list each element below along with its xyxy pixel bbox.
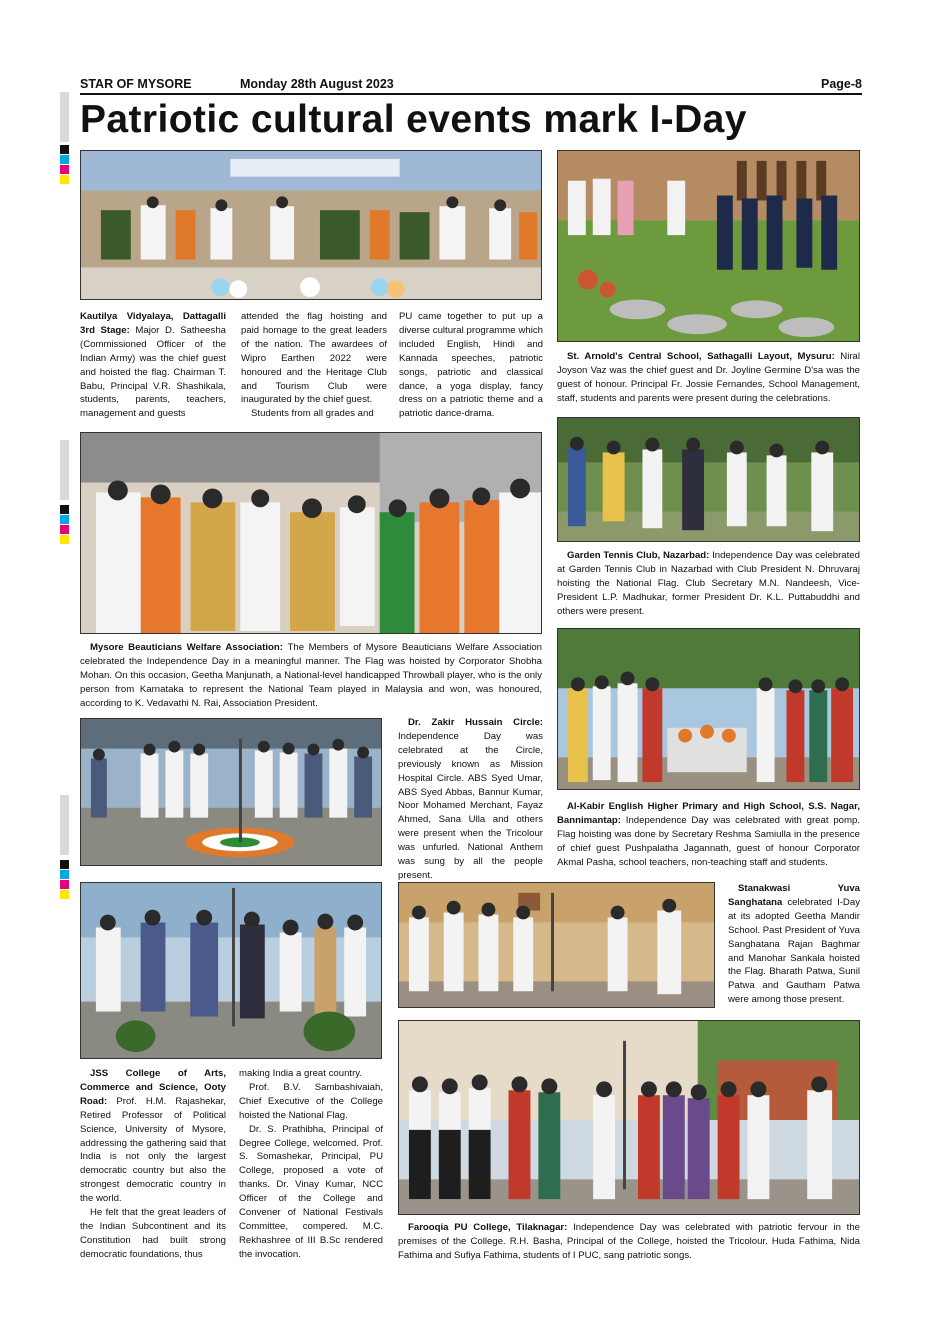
story-kautilya-text2: attended the flag hoisting and paid homage to the great leaders of the nation. The awardees of Wipro Earthen 2022 were honoured and the Heritage Club and Tourism Club were inaugurated by the chief guest. (241, 311, 387, 406)
story-jss-text2a: making India a great country. (239, 1068, 363, 1079)
registration-yellow (60, 890, 69, 899)
photo-kautilya-stage (80, 150, 542, 300)
story-st-arnolds-lead: St. Arnold's Central School, Sathagalli Layout, Mysuru: (567, 351, 841, 362)
photo-st-arnolds-march (557, 150, 860, 342)
story-zakir-text: Independence Day was celebrated at the Circle, previously known as Mission Hospital Circle. ABS Syed Umar, ABS Syed Abbas, Bannur Kumar, Noor Mohamed Merchant, Fayaz Ahmed, Sana Ulla and others were present when the Tricolour was unfurled. National Anthem was sung by all the people present. (398, 730, 543, 881)
story-farooqia-text: Independence Day was celebrated with patriotic fervour in the premises of the College. R.H. Basha, Principal of the College, hoisted the Tricolour. Huda Fathima, Nida Fathima and Sufiya Fathima, students of I PUC, sang patriotic songs. (398, 1222, 860, 1261)
story-jss-col1 (80, 1067, 226, 1262)
paper-name: STAR OF MYSORE (80, 77, 192, 91)
story-stanakwasi-lead: Stanakwasi Yuva Sanghatana (728, 883, 860, 908)
story-garden-tennis (557, 549, 860, 619)
registration-magenta (60, 525, 69, 534)
registration-black (60, 505, 69, 514)
story-zakir (398, 716, 543, 883)
story-kautilya-text1: Major D. Satheesha (Commissioned Officer of the Indian Army) was the chief guest and hoisted the flag. Chairman T. Babu, Principal V.R. Shashikala, students, parents, teachers, management and guests (80, 324, 226, 420)
story-st-arnolds-text: Niral Joyson Vaz was the chief guest and Dr. Joyline Germine D'sa was the guest of honour. Principal Fr. Jossie Fernandes, School Management, staff, students and parents were present during the celebrations. (557, 351, 860, 404)
registration-magenta (60, 880, 69, 889)
page-number: Page-8 (821, 77, 862, 91)
story-al-kabir-text: Independence Day was celebrated with great pomp. Flag hoisting was done by Secretary Reshma Samiulla in the presence of chief guest Pushpalatha Jagannath, guest of honour Corporator Akmal Pasha, school teachers, non-teaching staff and students. (557, 814, 860, 868)
photo-stanakwasi-geetha-mandir (398, 882, 715, 1008)
masthead-rule (80, 93, 862, 95)
photo-zakir-hussain-circle (80, 718, 382, 866)
registration-strip-gray-low (60, 795, 69, 855)
story-al-kabir-lead: Al-Kabir English Higher Primary and High School, S.S. Nagar, Bannimantap: (557, 801, 860, 826)
story-kautilya-col3 (399, 310, 543, 421)
registration-cyan (60, 515, 69, 524)
story-stanakwasi (728, 882, 860, 1007)
photo-farooqia-college (398, 1020, 860, 1215)
registration-strip-gray-mid (60, 440, 69, 500)
photo-beauticians-group (80, 432, 542, 634)
page-headline: Patriotic cultural events mark I-Day (80, 98, 747, 141)
story-jss-lead: JSS College of Arts, Commerce and Science, Ooty Road: (80, 1068, 226, 1107)
story-jss-text2b: Prof. B.V. Sambashivaiah, Chief Executive of the College hoisted the National Flag. (239, 1081, 383, 1121)
story-stanakwasi-text: celebrated I-Day at its adopted Geetha Mandir School. Past President of Yuva Sanghatana Rajan Baghmar and Manohar Sankala hoisted the Flag. Bharath Patwa, Sunil Patwa and Gautham Patwa were among those present. (728, 896, 860, 1006)
story-beauticians (80, 641, 542, 711)
issue-date: Monday 28th August 2023 (240, 77, 394, 91)
registration-cyan (60, 155, 69, 164)
story-kautilya-col1 (80, 310, 226, 421)
story-beauticians-text: The Members of Mysore Beauticians Welfare Association celebrated the Independence Day in a meaningful manner. The Flag was hoisted by Corporator Shobha Mohan. On this occasion, Geetha Manjunath, a National-level handicapped Throwball player, who is the only person from Karnataka to represent the National Team played in Malaysia and won, was honoured, according to K. Vedavathi N. Rai, Association President. (80, 642, 542, 709)
registration-magenta (60, 165, 69, 174)
masthead (80, 77, 862, 93)
story-jss-text1b: He felt that the great leaders of the Indian Subcontinent and its Constitution had built strong democratic foundations, thus (80, 1207, 226, 1260)
story-kautilya-text3: PU came together to put up a diverse cultural programme which included English, Hindi and Kannada speeches, patriotic songs, patriotic and classical dance, a yoga display, fancy dress on a patriotic theme and a patriotic dance-drama. (399, 311, 543, 420)
story-jss-text2c: Dr. S. Prathibha, Principal of Degree College, welcomed. Prof. S. Somashekar, Principal, PU College, proposed a vote of thanks. Dr. Vinay Kumar, NCC Officer of the College and Convener of National Festivals Committee, compered. M.C. Rekhashree of III B.Sc rendered the invocation. (239, 1123, 383, 1260)
registration-yellow (60, 175, 69, 184)
story-garden-tennis-text: Independence Day was celebrated at Garden Tennis Club in Nazarbad with Club President N. Dhruvaraj hoisting the National Flag. Club Secretary M.N. Nandeesh, Vice-President L.P. Madhukar, former President Dr. K.L. Puttabuddhi and others were present. (557, 550, 860, 617)
registration-yellow (60, 535, 69, 544)
story-farooqia (398, 1221, 860, 1263)
registration-strip-gray-top (60, 92, 69, 142)
story-beauticians-lead: Mysore Beauticians Welfare Association: (90, 642, 288, 653)
registration-cyan (60, 870, 69, 879)
story-al-kabir (557, 800, 860, 870)
story-farooqia-lead: Farooqia PU College, Tilaknagar: (408, 1222, 574, 1233)
photo-jss-college (80, 882, 382, 1059)
photo-garden-tennis-club (557, 417, 860, 542)
story-jss-text1: Prof. H.M. Rajashekar, Retired Professor of Political Science, University of Mysore, addressing the gathering said that India is not only the largest democratic country but also the strongest democratic country in the world. (80, 1095, 226, 1205)
story-st-arnolds (557, 350, 860, 406)
story-kautilya-lead: Kautilya Vidyalaya, Dattagalli 3rd Stage: (80, 311, 226, 336)
story-garden-tennis-lead: Garden Tennis Club, Nazarbad: (567, 550, 713, 561)
story-kautilya-text2b: Students from all grades and (251, 408, 374, 420)
registration-black (60, 145, 69, 154)
story-jss-col2 (239, 1067, 383, 1262)
registration-black (60, 860, 69, 869)
story-zakir-lead: Dr. Zakir Hussain Circle: (408, 717, 543, 728)
photo-al-kabir-school (557, 628, 860, 790)
story-kautilya-col2 (241, 310, 387, 421)
